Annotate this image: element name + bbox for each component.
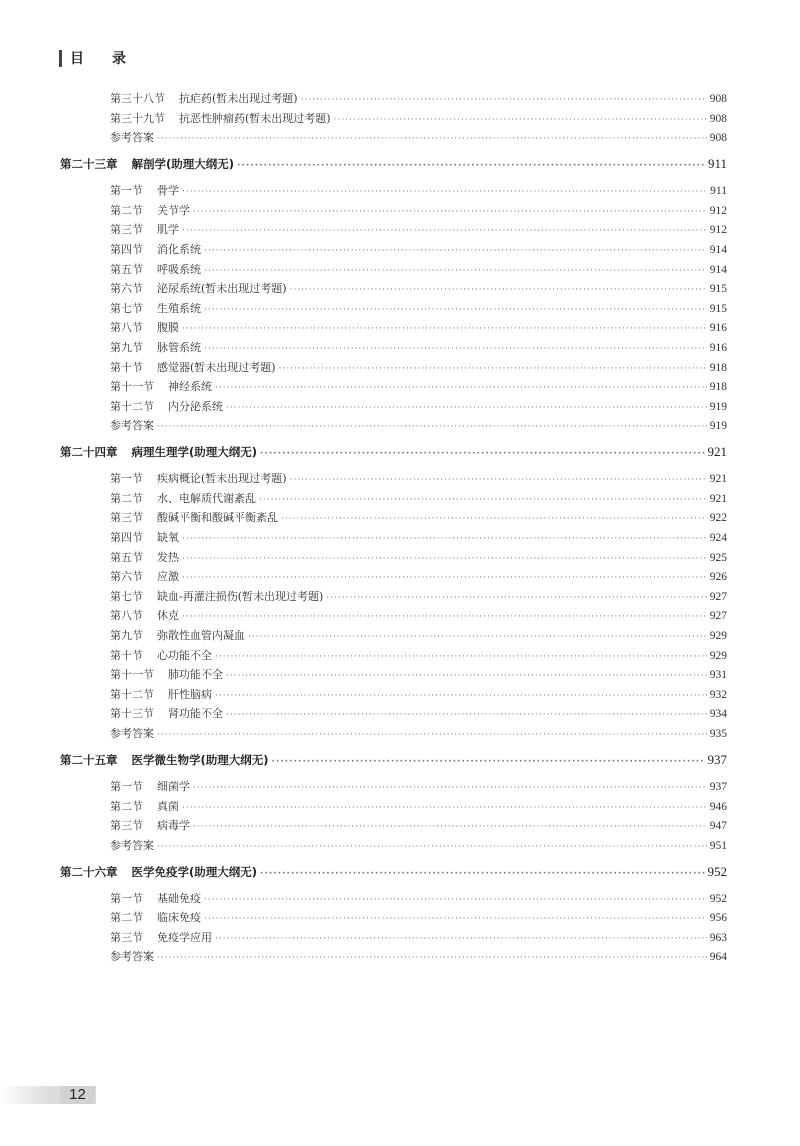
header-title-1: 目	[70, 51, 84, 67]
leader-dots	[204, 910, 707, 930]
entry-page: 929	[709, 649, 727, 662]
entry-page: 927	[709, 590, 727, 603]
leader-dots	[215, 648, 707, 668]
table-of-contents	[60, 89, 727, 967]
page-header	[59, 48, 126, 68]
toc-section-entry[interactable]	[60, 489, 727, 509]
leader-dots	[157, 838, 707, 858]
entry-number: 参考答案	[110, 726, 154, 740]
toc-section-entry[interactable]	[60, 279, 727, 299]
toc-section-entry[interactable]	[60, 947, 727, 967]
leader-dots	[193, 779, 707, 799]
entry-page: 925	[709, 551, 727, 564]
toc-section-entry[interactable]	[60, 220, 727, 240]
toc-section-entry[interactable]	[60, 704, 727, 724]
entry-page: 963	[709, 931, 727, 944]
entry-page: 952	[707, 863, 727, 879]
entry-title: 泌尿系统(暂未出现过考题)	[157, 282, 287, 296]
toc-section-entry[interactable]	[60, 299, 727, 319]
entry-page: 916	[709, 322, 727, 335]
entry-number: 第三节	[110, 819, 143, 833]
entry-title: 弥散性血管内凝血	[157, 629, 245, 642]
entry-page: 937	[707, 751, 727, 767]
toc-section-entry[interactable]	[60, 181, 727, 201]
entry-title: 应激	[157, 570, 179, 584]
entry-page: 912	[709, 224, 727, 237]
toc-section-entry[interactable]	[60, 777, 727, 797]
toc-section-entry[interactable]	[60, 318, 727, 338]
entry-title: 心功能不全	[157, 648, 212, 662]
entry-page: 934	[709, 708, 727, 721]
entry-page: 931	[709, 669, 727, 682]
entry-title: 呼吸系统	[157, 262, 201, 276]
entry-number: 第三十八节	[110, 92, 165, 105]
header-bar	[59, 50, 62, 67]
toc-section-entry[interactable]	[60, 567, 727, 587]
leader-dots	[215, 930, 707, 950]
toc-section-entry[interactable]	[60, 836, 727, 856]
entry-number: 第一节	[110, 184, 143, 198]
toc-section-entry[interactable]	[60, 469, 727, 489]
entry-number: 参考答案	[110, 950, 154, 964]
entry-number: 第五节	[110, 550, 143, 564]
toc-section-entry[interactable]	[60, 724, 727, 744]
toc-section-entry[interactable]	[60, 508, 727, 528]
leader-dots	[259, 491, 707, 511]
toc-section-entry[interactable]	[60, 606, 727, 626]
page-number: 12	[60, 1086, 95, 1104]
header-title-2: 录	[112, 51, 126, 67]
entry-title: 水、电解质代谢紊乱	[157, 491, 256, 505]
entry-page: 911	[710, 185, 727, 198]
entry-number: 第十节	[110, 648, 143, 662]
entry-page: 921	[707, 444, 727, 460]
leader-dots	[226, 706, 707, 726]
entry-title: 肺功能不全	[168, 668, 223, 682]
leader-dots	[157, 130, 707, 150]
leader-dots	[193, 203, 707, 223]
entry-page: 927	[709, 610, 727, 623]
leader-dots	[182, 608, 707, 628]
entry-title: 病理生理学(助理大纲无)	[131, 445, 258, 460]
toc-section-entry[interactable]	[60, 109, 727, 129]
entry-page: 947	[709, 820, 727, 833]
leader-dots	[237, 157, 705, 177]
leader-dots	[326, 589, 706, 609]
entry-page: 918	[709, 381, 727, 394]
entry-page: 956	[709, 912, 727, 925]
toc-section-entry[interactable]	[60, 889, 727, 909]
entry-title: 发热	[157, 550, 179, 564]
entry-number: 第三十九节	[110, 111, 165, 125]
entry-number: 第八节	[110, 609, 143, 623]
entry-page: 935	[709, 727, 727, 740]
entry-title: 缺血-再灌注损伤(暂未出现过考题)	[157, 589, 324, 603]
leader-dots	[215, 379, 707, 399]
entry-page: 921	[709, 492, 727, 505]
leader-dots	[260, 865, 704, 885]
entry-number: 第七节	[110, 301, 143, 315]
entry-number: 第十三节	[110, 707, 154, 721]
entry-number: 第二节	[110, 799, 143, 813]
entry-page: 924	[709, 532, 727, 545]
entry-page: 964	[709, 951, 727, 964]
toc-section-entry[interactable]	[60, 416, 727, 436]
toc-section-entry[interactable]	[60, 397, 727, 417]
leader-dots	[157, 726, 707, 746]
leader-dots	[204, 301, 707, 321]
entry-number: 第一节	[110, 891, 143, 905]
entry-number: 第十一节	[110, 380, 154, 394]
leader-dots	[157, 418, 707, 438]
entry-number: 第十一节	[110, 668, 154, 682]
entry-number: 第一节	[110, 472, 143, 486]
leader-dots	[204, 891, 707, 911]
leader-dots	[204, 340, 707, 360]
entry-page: 937	[709, 780, 727, 793]
entry-number: 第五节	[110, 262, 143, 276]
entry-number: 第四节	[110, 242, 143, 256]
toc-chapter-entry[interactable]	[60, 442, 727, 462]
leader-dots	[226, 667, 707, 687]
entry-title: 解剖学(助理大纲无)	[131, 157, 235, 172]
entry-title: 免疫学应用	[157, 930, 212, 944]
entry-number: 第八节	[110, 321, 143, 335]
toc-section-entry[interactable]	[60, 816, 727, 836]
leader-dots	[334, 111, 707, 131]
entry-page: 951	[709, 839, 727, 852]
entry-page: 929	[709, 630, 727, 642]
leader-dots	[281, 510, 707, 530]
toc-section-entry[interactable]	[60, 528, 727, 548]
toc-chapter-entry[interactable]	[60, 750, 727, 770]
leader-dots	[248, 628, 707, 648]
entry-page: 915	[709, 283, 727, 296]
entry-page: 932	[709, 688, 727, 701]
toc-section-entry[interactable]	[60, 260, 727, 280]
toc-section-entry[interactable]	[60, 338, 727, 358]
entry-number: 第十节	[110, 360, 143, 374]
toc-section-entry[interactable]	[60, 377, 727, 397]
entry-number: 第九节	[110, 340, 143, 354]
entry-page: 912	[709, 204, 727, 217]
toc-section-entry[interactable]	[60, 128, 727, 148]
entry-title: 肝性脑病	[168, 687, 212, 701]
entry-page: 918	[709, 361, 727, 374]
leader-dots	[182, 320, 707, 340]
leader-dots	[290, 281, 707, 301]
entry-title: 肾功能不全	[168, 707, 223, 721]
entry-title: 休克	[157, 609, 179, 623]
toc-section-entry[interactable]	[60, 928, 727, 948]
toc-section-entry[interactable]	[60, 665, 727, 685]
entry-page: 916	[709, 341, 727, 354]
toc-chapter-entry[interactable]	[60, 154, 727, 174]
leader-dots	[182, 222, 707, 242]
entry-number: 第二节	[110, 203, 143, 217]
entry-title: 感觉器(暂未出现过考题)	[157, 360, 276, 374]
entry-number: 第二十五章	[60, 752, 118, 767]
entry-page: 908	[709, 112, 727, 125]
entry-number: 第一节	[110, 779, 143, 793]
leader-dots	[226, 399, 707, 419]
leader-dots	[182, 550, 707, 570]
leader-dots	[272, 753, 705, 773]
entry-title: 真菌	[157, 799, 179, 813]
entry-title: 医学微生物学(助理大纲无)	[131, 752, 269, 767]
leader-dots	[157, 949, 707, 969]
entry-number: 第十二节	[110, 687, 154, 701]
leader-dots	[215, 687, 707, 707]
entry-number: 第四节	[110, 531, 143, 545]
toc-section-entry[interactable]	[60, 646, 727, 666]
entry-number: 参考答案	[110, 131, 154, 145]
entry-page: 919	[709, 400, 727, 413]
entry-page: 952	[709, 892, 727, 905]
toc-section-entry[interactable]	[60, 548, 727, 568]
entry-number: 第三节	[110, 223, 143, 237]
entry-number: 第二节	[110, 911, 143, 925]
toc-section-entry[interactable]	[60, 240, 727, 260]
leader-dots	[290, 471, 707, 491]
entry-number: 第三节	[110, 511, 143, 525]
entry-title: 抗恶性肿瘤药(暂未出现过考题)	[179, 111, 331, 125]
page-footer	[0, 1086, 96, 1104]
entry-number: 第三节	[110, 930, 143, 944]
entry-page: 946	[709, 800, 727, 813]
toc-chapter-entry[interactable]	[60, 862, 727, 882]
entry-number: 第二十三章	[60, 157, 118, 172]
leader-dots	[182, 183, 707, 203]
entry-title: 腹膜	[157, 321, 179, 335]
entry-title: 医学免疫学(助理大纲无)	[131, 864, 258, 879]
toc-section-entry[interactable]	[60, 201, 727, 221]
entry-title: 缺氧	[157, 531, 179, 545]
entry-title: 细菌学	[157, 779, 190, 793]
entry-title: 神经系统	[168, 380, 212, 394]
entry-title: 抗疟药(暂未出现过考题)	[179, 92, 298, 105]
entry-page: 908	[709, 132, 727, 145]
entry-title: 基础免疫	[157, 891, 201, 905]
entry-title: 肌学	[157, 223, 179, 237]
entry-number: 第九节	[110, 629, 143, 642]
entry-number: 参考答案	[110, 838, 154, 852]
entry-page: 914	[709, 263, 727, 276]
entry-title: 关节学	[157, 203, 190, 217]
entry-number: 第二十四章	[60, 445, 118, 460]
leader-dots	[182, 799, 707, 819]
leader-dots	[182, 530, 707, 550]
entry-number: 第十二节	[110, 399, 154, 413]
entry-page: 911	[707, 156, 727, 172]
entry-page: 922	[709, 512, 727, 525]
toc-section-entry[interactable]	[60, 89, 727, 109]
leader-dots	[260, 445, 704, 465]
entry-title: 生殖系统	[157, 301, 201, 315]
entry-title: 消化系统	[157, 242, 201, 256]
entry-title: 疾病概论(暂未出现过考题)	[157, 472, 287, 486]
entry-page: 908	[709, 93, 727, 105]
entry-page: 921	[709, 473, 727, 486]
leader-dots	[301, 91, 707, 111]
entry-title: 骨学	[157, 184, 179, 198]
toc-section-entry[interactable]	[60, 797, 727, 817]
entry-number: 第六节	[110, 282, 143, 296]
leader-dots	[204, 242, 707, 262]
entry-page: 919	[709, 420, 727, 433]
toc-section-entry[interactable]	[60, 587, 727, 607]
toc-section-entry[interactable]	[60, 358, 727, 378]
entry-page: 926	[709, 571, 727, 584]
entry-number: 第七节	[110, 589, 143, 603]
entry-title: 脉管系统	[157, 340, 201, 354]
entry-number: 参考答案	[110, 419, 154, 433]
toc-section-entry[interactable]	[60, 685, 727, 705]
entry-title: 病毒学	[157, 819, 190, 833]
entry-number: 第二十六章	[60, 864, 118, 879]
toc-section-entry[interactable]	[60, 626, 727, 646]
entry-title: 临床免疫	[157, 911, 201, 925]
entry-page: 915	[709, 302, 727, 315]
leader-dots	[193, 818, 707, 838]
toc-section-entry[interactable]	[60, 908, 727, 928]
leader-dots	[279, 360, 707, 380]
entry-page: 914	[709, 243, 727, 256]
entry-number: 第六节	[110, 570, 143, 584]
entry-title: 酸碱平衡和酸碱平衡紊乱	[157, 511, 278, 525]
entry-title: 内分泌系统	[168, 399, 223, 413]
entry-number: 第二节	[110, 491, 143, 505]
